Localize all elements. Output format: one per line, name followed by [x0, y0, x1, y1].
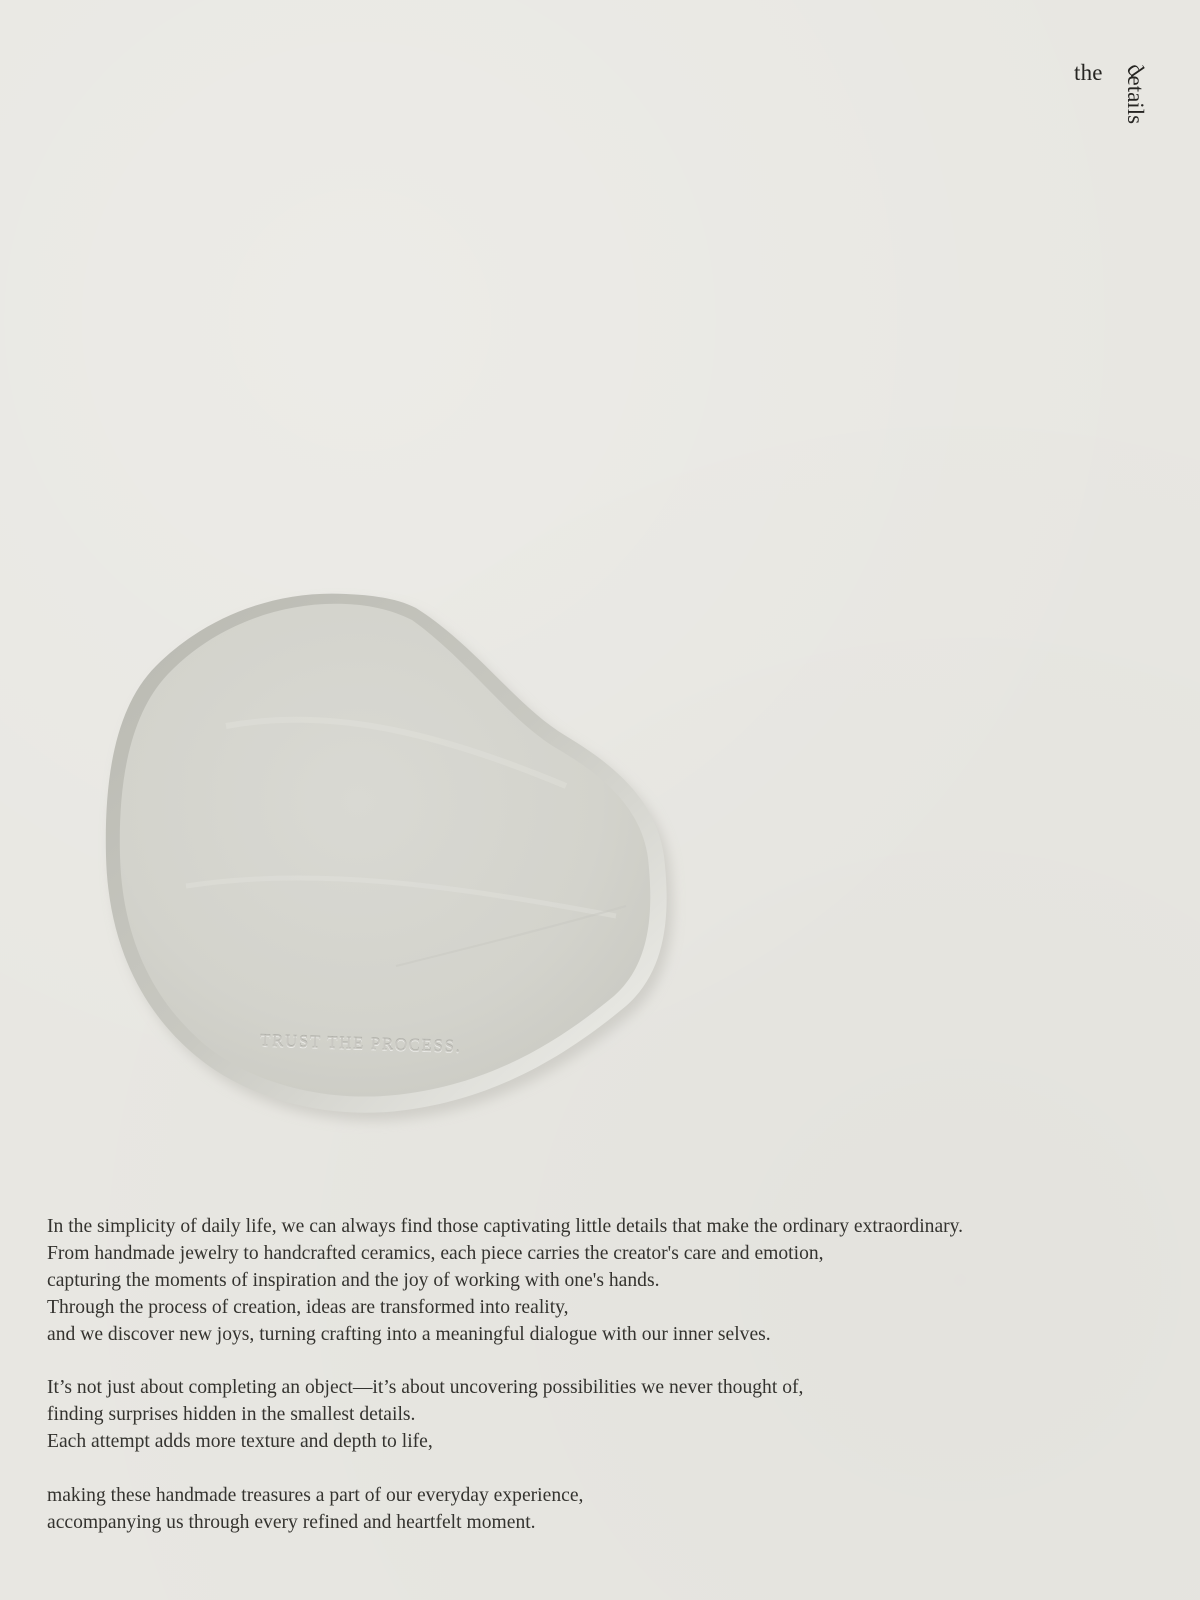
- logo-letter-d: d: [1121, 57, 1149, 82]
- text-line: Through the process of creation, ideas are transformed into reality,: [47, 1296, 569, 1318]
- logo-word-details: [1121, 57, 1149, 125]
- text-line: Each attempt adds more texture and depth to life,: [47, 1431, 433, 1453]
- logo-letters-etails: etails: [1123, 75, 1148, 125]
- text-line: It’s not just about completing an object—it’s about uncovering possibilities we never thought of,: [47, 1377, 804, 1399]
- paragraph-3: [47, 1483, 1167, 1537]
- brand-logo: [1070, 58, 1170, 158]
- text-line: In the simplicity of daily life, we can always find those captivating little details that make the ordinary extraordinary.: [47, 1216, 964, 1237]
- text-line: and we discover new joys, turning crafting into a meaningful dialogue with our inner selves.: [47, 1323, 771, 1345]
- body-copy: [47, 1214, 1167, 1564]
- text-line: making these handmade treasures a part of our everyday experience,: [47, 1485, 584, 1507]
- text-line: capturing the moments of inspiration and the joy of working with one's hands.: [47, 1269, 660, 1291]
- text-line: accompanying us through every refined and heartfelt moment.: [47, 1511, 536, 1533]
- text-line: From handmade jewelry to handcrafted ceramics, each piece carries the creator's care and emotion,: [47, 1242, 824, 1264]
- ceramic-plate-image: [96, 586, 686, 1136]
- text-line: finding surprises hidden in the smallest details.: [47, 1404, 416, 1426]
- paragraph-2: [47, 1375, 1167, 1456]
- paragraph-1: [47, 1214, 1167, 1349]
- plate-inscription: TRUST THE PROCESS.: [259, 1030, 462, 1057]
- logo-word-the: the: [1074, 60, 1103, 85]
